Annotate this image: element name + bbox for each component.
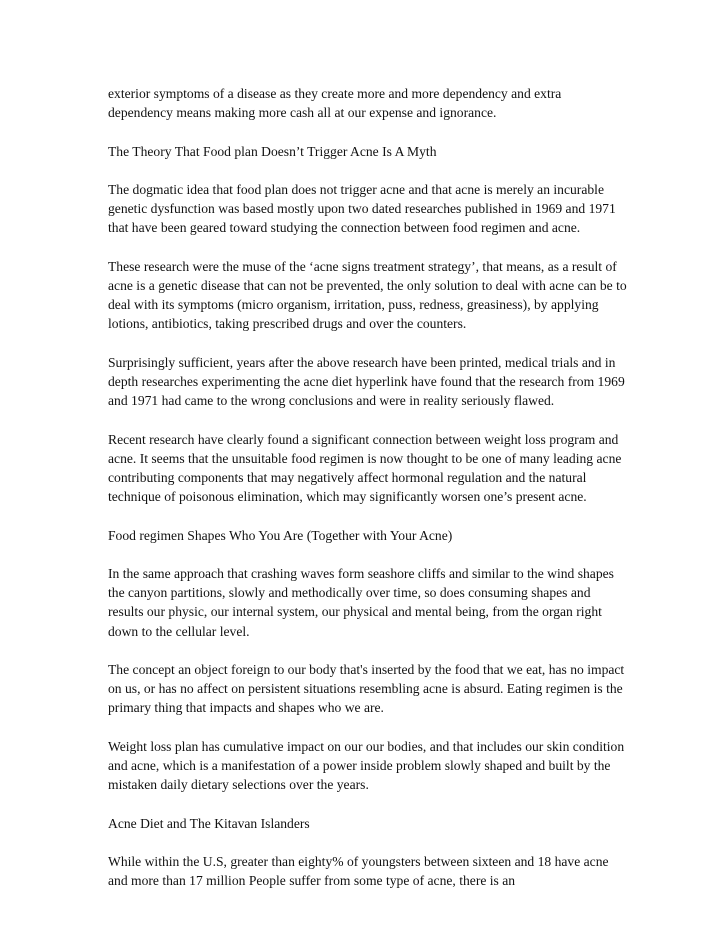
section-heading-myth: The Theory That Food plan Doesn’t Trigger Acne Is A Myth <box>108 143 437 159</box>
section-heading-kitavan: Acne Diet and The Kitavan Islanders <box>108 815 310 831</box>
paragraph-foreign-object: The concept an object foreign to our body that's inserted by the food that we eat, has no impact on us, or has no affect on persistent situations resembling acne is absurd. Eating regimen is the primary thing that impacts and shapes who we are. <box>108 661 625 716</box>
paragraph-surprisingly: Surprisingly sufficient, years after the above research have been printed, medical trials and in depth researches experimenting the acne diet hyperlink have found that the research from 1969 and 1971 had came to the wrong conclusions and were in reality seriously flawed. <box>108 354 625 409</box>
section-heading-shapes: Food regimen Shapes Who You Are (Together with Your Acne) <box>108 527 453 543</box>
paragraph-us-statistics: While within the U.S, greater than eighty% of youngsters between sixteen and 18 have acne and more than 17 million People suffer from some type of acne, there is an <box>108 853 609 889</box>
paragraph-dogmatic-idea: The dogmatic idea that food plan does not trigger acne and that acne is merely an incurable genetic dysfunction was based mostly upon two dated researches published in 1969 and 1971 that have been geared toward studying the connection between food regimen and acne. <box>108 181 616 236</box>
paragraph-crashing-waves: In the same approach that crashing waves form seashore cliffs and similar to the wind shapes the canyon partitions, slowly and methodically over time, so does consuming shapes and results our physic, our internal system, our physical and mental being, from the organ right down to the cellular level. <box>108 565 614 639</box>
document-body <box>108 84 628 910</box>
paragraph-cumulative-impact: Weight loss plan has cumulative impact on our our bodies, and that includes our skin condition and acne, which is a manifestation of a power inside problem slowly shaped and built by the mistaken daily dietary selections over the years. <box>108 738 625 793</box>
paragraph-research-muse: These research were the muse of the ‘acne signs treatment strategy’, that means, as a result of acne is a genetic disease that can not be prevented, the only solution to deal with acne can be to deal with its symptoms (micro organism, irritation, puss, redness, greasiness), by applying lotions, antibiotics, taking prescribed drugs and over the counters. <box>108 258 627 332</box>
paragraph-recent-research: Recent research have clearly found a significant connection between weight loss program and acne. It seems that the unsuitable food regimen is now thought to be one of many leading acne contributing components that may negatively affect hormonal regulation and the natural technique of poisonous elimination, which may significantly worsen one’s present acne. <box>108 431 622 505</box>
paragraph-continuation: exterior symptoms of a disease as they create more and more dependency and extra dependency means making more cash all at our expense and ignorance. <box>108 86 562 121</box>
